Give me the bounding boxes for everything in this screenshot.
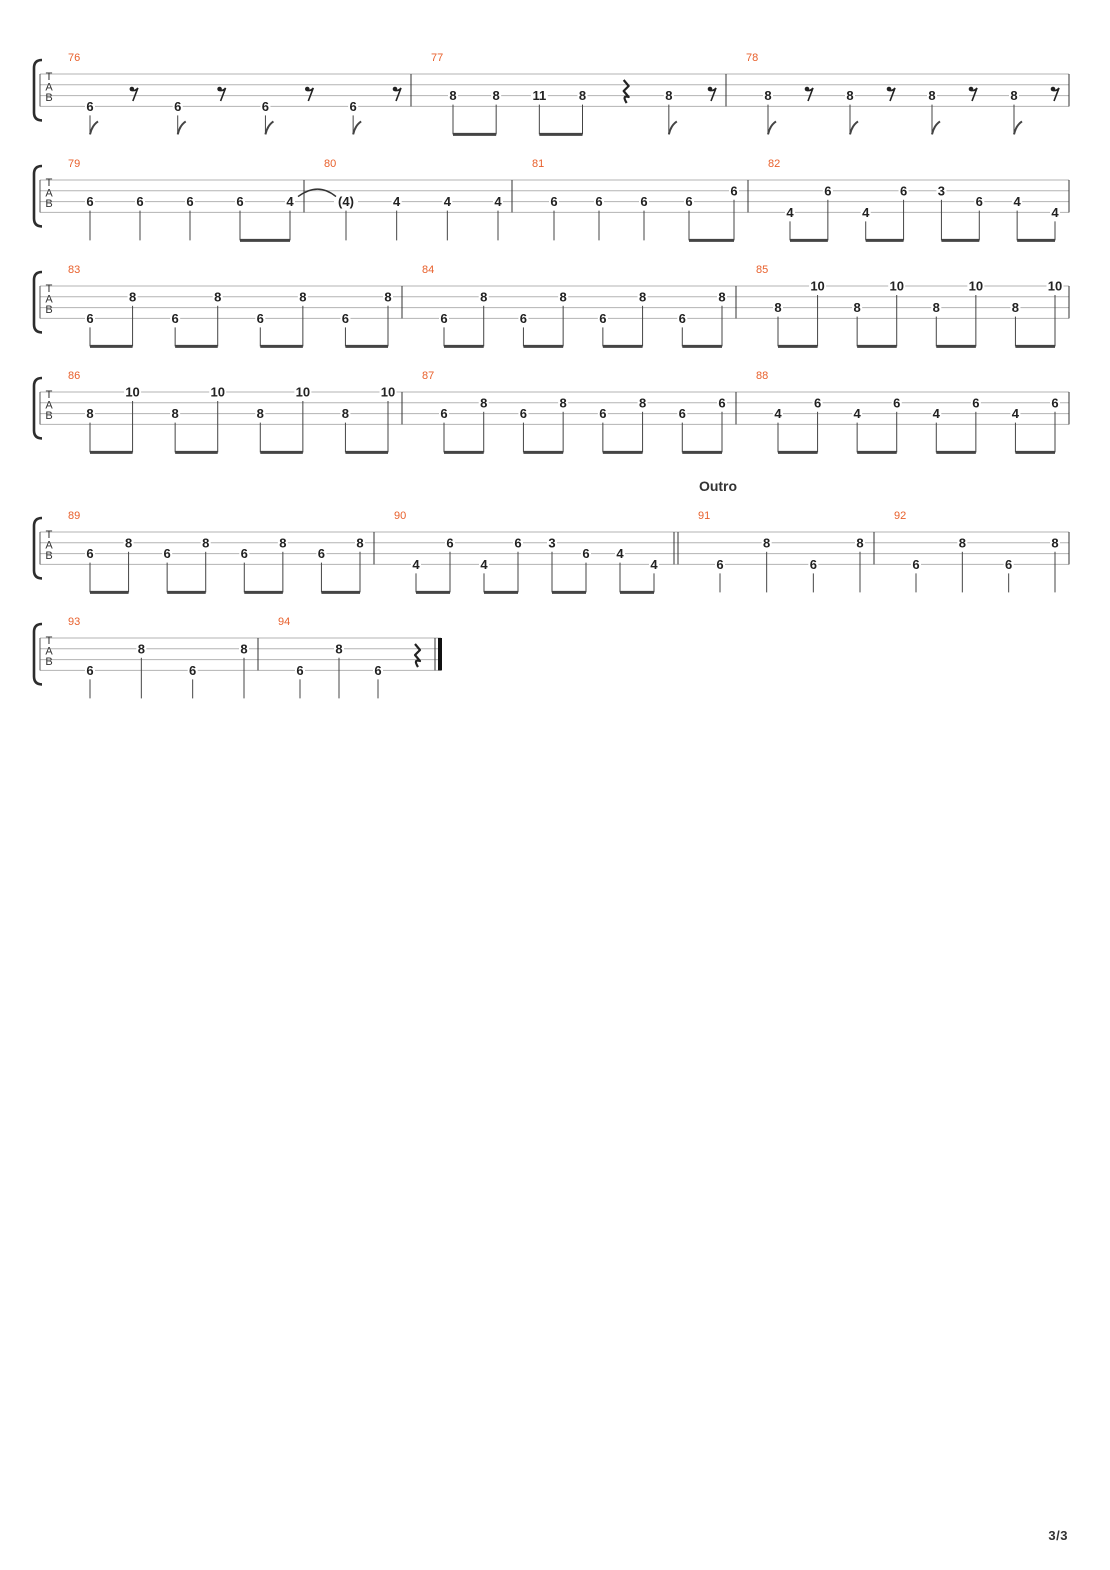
fret-number: 8 <box>846 88 854 104</box>
fret-number: 8 <box>335 641 343 657</box>
fret-number: 6 <box>171 310 179 326</box>
fret-number: 6 <box>236 194 244 210</box>
measure-number: 84 <box>422 264 435 276</box>
measure-number: 90 <box>394 510 407 522</box>
note-flag <box>669 121 677 134</box>
fret-number: 8 <box>480 395 488 411</box>
measure-90 <box>394 510 678 592</box>
fret-number: (4) <box>338 194 354 210</box>
measure-92 <box>894 510 1069 592</box>
fret-number: 8 <box>638 289 647 305</box>
fret-number: 8 <box>932 300 940 316</box>
tab-clef-letter: B <box>45 92 53 104</box>
system-bracket <box>34 624 42 684</box>
system-bracket <box>34 166 42 226</box>
fret-number: 6 <box>678 310 686 326</box>
measure-81 <box>532 158 748 240</box>
measure-85 <box>756 264 1069 346</box>
fret-number: 6 <box>912 556 920 572</box>
fret-number: 6 <box>174 98 182 114</box>
fret-number: 6 <box>519 310 528 326</box>
fret-number: 6 <box>256 310 264 326</box>
fret-number: 10 <box>810 278 825 294</box>
fret-number: 4 <box>443 194 451 210</box>
tab-clef-letter: T <box>45 283 53 295</box>
fret-number: 4 <box>494 194 502 210</box>
fret-number: 8 <box>718 289 726 305</box>
fret-number: 6 <box>599 310 607 326</box>
measure-89 <box>68 510 374 592</box>
tab-clef-letter: B <box>45 410 53 422</box>
fret-number: 10 <box>380 384 396 400</box>
fret-number: 10 <box>295 384 311 400</box>
fret-number: 8 <box>638 395 647 411</box>
eighth-rest <box>393 87 401 101</box>
fret-number: 8 <box>480 289 488 305</box>
tab-system <box>34 478 1069 592</box>
system-bracket <box>34 60 42 120</box>
tab-clef-letter: B <box>45 550 53 562</box>
fret-number: 6 <box>813 395 822 411</box>
measure-76 <box>68 52 411 134</box>
measure-84 <box>422 264 736 346</box>
measure-number: 82 <box>768 158 781 170</box>
measure-number: 87 <box>422 370 435 382</box>
fret-number: 6 <box>809 556 817 572</box>
fret-number: 6 <box>550 194 558 210</box>
tab-system <box>34 616 442 698</box>
fret-number: 4 <box>412 556 420 572</box>
measure-number: 92 <box>894 510 907 522</box>
tab-clef-letter: A <box>45 539 53 552</box>
fret-number: 6 <box>163 546 171 562</box>
fret-number: 6 <box>1051 395 1059 411</box>
fret-number: 6 <box>972 395 980 411</box>
measure-number: 88 <box>756 370 769 382</box>
measure-number: 94 <box>278 616 291 628</box>
fret-number: 8 <box>279 535 287 551</box>
fret-number: 8 <box>124 535 133 551</box>
quarter-rest <box>415 644 420 667</box>
fret-number: 10 <box>968 278 984 294</box>
fret-number: 6 <box>640 194 648 210</box>
measure-91 <box>698 478 874 592</box>
fret-number: 6 <box>86 546 94 562</box>
fret-number: 6 <box>186 194 194 210</box>
fret-number: 4 <box>616 546 624 562</box>
fret-number: 6 <box>86 662 94 678</box>
fret-number: 8 <box>384 289 392 305</box>
measure-number: 80 <box>324 158 337 170</box>
fret-number: 8 <box>764 88 772 104</box>
fret-number: 11 <box>532 88 547 104</box>
fret-number: 8 <box>1011 300 1020 316</box>
fret-number: 6 <box>86 194 94 210</box>
note-flag <box>1014 121 1022 134</box>
fret-number: 8 <box>958 535 966 551</box>
fret-number: 8 <box>559 395 567 411</box>
tab-clef-letter: A <box>45 81 53 94</box>
eighth-rest <box>305 87 313 101</box>
fret-number: 6 <box>685 194 693 210</box>
fret-number: 10 <box>210 384 225 400</box>
measure-number: 91 <box>698 510 711 522</box>
system-bracket <box>34 272 42 332</box>
fret-number: 6 <box>599 406 607 422</box>
fret-number: 6 <box>440 406 448 422</box>
measure-93 <box>68 616 258 698</box>
fret-number: 4 <box>1051 204 1059 220</box>
fret-number: 8 <box>492 88 500 104</box>
eighth-rest <box>708 87 716 101</box>
fret-number: 6 <box>240 546 248 562</box>
fret-number: 6 <box>899 183 908 199</box>
measure-82 <box>768 158 1069 240</box>
note-flag <box>90 121 98 134</box>
measure-79 <box>68 158 304 240</box>
fret-number: 6 <box>261 98 270 114</box>
fret-number: 4 <box>932 406 940 422</box>
measure-77 <box>431 52 726 134</box>
fret-number: 4 <box>853 406 861 422</box>
tab-clef-letter: A <box>45 645 53 658</box>
fret-number: 10 <box>125 384 140 400</box>
fret-number: 10 <box>889 278 904 294</box>
measure-78 <box>746 52 1069 134</box>
fret-number: 6 <box>296 662 304 678</box>
fret-number: 6 <box>136 194 144 210</box>
tab-clef-letter: A <box>45 187 53 200</box>
section-label: Outro <box>698 478 738 494</box>
fret-number: 6 <box>317 546 326 562</box>
fret-number: 6 <box>86 98 94 114</box>
eighth-rest <box>805 87 813 101</box>
measure-number: 77 <box>431 52 444 64</box>
tab-clef-letter: T <box>45 529 53 541</box>
fret-number: 4 <box>1013 194 1021 210</box>
fret-number: 6 <box>86 310 94 326</box>
note-flag <box>353 121 361 134</box>
fret-number: 8 <box>1051 535 1059 551</box>
fret-number: 8 <box>665 88 673 104</box>
fret-number: 8 <box>86 406 94 422</box>
fret-number: 6 <box>341 310 350 326</box>
fret-number: 4 <box>862 204 870 220</box>
fret-number: 6 <box>678 406 686 422</box>
fret-number: 10 <box>1047 278 1063 294</box>
fret-number: 4 <box>1011 406 1020 422</box>
measure-83 <box>68 264 402 346</box>
fret-number: 6 <box>582 546 590 562</box>
fret-number: 8 <box>356 535 364 551</box>
measure-94 <box>278 616 442 698</box>
tab-clef-letter: T <box>45 635 53 647</box>
fret-number: 6 <box>440 310 448 326</box>
page-number: 3/3 <box>1048 1528 1068 1543</box>
fret-number: 8 <box>763 535 771 551</box>
measure-number: 89 <box>68 510 81 522</box>
fret-number: 4 <box>774 406 782 422</box>
note-flag <box>932 121 940 134</box>
tab-clef-letter: T <box>45 71 53 83</box>
fret-number: 4 <box>786 204 794 220</box>
fret-number: 8 <box>171 406 179 422</box>
fret-number: 6 <box>514 535 522 551</box>
fret-number: 8 <box>299 289 307 305</box>
fret-number: 8 <box>256 406 264 422</box>
system-bracket <box>34 378 42 438</box>
eighth-rest <box>1051 87 1059 101</box>
fret-number: 8 <box>559 289 567 305</box>
fret-number: 6 <box>824 183 832 199</box>
measure-number: 93 <box>68 616 81 628</box>
tab-system <box>34 370 1069 452</box>
fret-number: 8 <box>137 641 145 657</box>
tab-system <box>34 264 1069 346</box>
fret-number: 4 <box>393 194 401 210</box>
tab-clef-letter: B <box>45 656 53 668</box>
measure-87 <box>422 370 736 452</box>
system-bracket <box>34 518 42 578</box>
tab-clef-letter: B <box>45 304 53 316</box>
fret-number: 6 <box>446 535 454 551</box>
tab-clef-letter: T <box>45 389 53 401</box>
measure-number: 81 <box>532 158 545 170</box>
fret-number: 6 <box>1005 556 1013 572</box>
fret-number: 6 <box>893 395 901 411</box>
note-flag <box>178 121 186 134</box>
fret-number: 8 <box>240 641 248 657</box>
measure-86 <box>68 370 402 452</box>
fret-number: 6 <box>374 662 382 678</box>
fret-number: 8 <box>853 300 861 316</box>
measure-number: 83 <box>68 264 81 276</box>
measure-number: 86 <box>68 370 81 382</box>
fret-number: 6 <box>349 98 357 114</box>
tab-system <box>34 158 1069 240</box>
eighth-rest <box>969 87 977 101</box>
fret-number: 8 <box>578 88 587 104</box>
fret-number: 8 <box>1010 88 1018 104</box>
fret-number: 6 <box>519 406 528 422</box>
eighth-rest <box>887 87 895 101</box>
fret-number: 6 <box>975 194 983 210</box>
final-barline-thick <box>438 638 442 670</box>
eighth-rest <box>217 87 225 101</box>
fret-number: 8 <box>774 300 782 316</box>
measure-number: 79 <box>68 158 81 170</box>
fret-number: 6 <box>718 395 726 411</box>
tab-clef-letter: T <box>45 177 53 189</box>
fret-number: 8 <box>856 535 864 551</box>
fret-number: 8 <box>449 88 457 104</box>
fret-number: 8 <box>128 289 137 305</box>
fret-number: 4 <box>480 556 488 572</box>
fret-number: 4 <box>286 194 294 210</box>
note-flag <box>265 121 273 134</box>
tab-system <box>34 52 1069 134</box>
measure-number: 78 <box>746 52 759 64</box>
fret-number: 6 <box>730 183 738 199</box>
quarter-rest <box>624 80 629 103</box>
fret-number: 6 <box>716 556 724 572</box>
eighth-rest <box>130 87 138 101</box>
tab-clef-letter: A <box>45 293 53 306</box>
fret-number: 3 <box>548 535 556 551</box>
fret-number: 8 <box>202 535 210 551</box>
measure-number: 76 <box>68 52 81 64</box>
measure-80 <box>298 158 512 240</box>
fret-number: 4 <box>650 556 658 572</box>
tab-clef-letter: A <box>45 399 53 412</box>
fret-number: 8 <box>214 289 222 305</box>
fret-number: 6 <box>189 662 197 678</box>
fret-number: 6 <box>595 194 603 210</box>
measure-number: 85 <box>756 264 769 276</box>
fret-number: 8 <box>928 88 936 104</box>
fret-number: 8 <box>341 406 350 422</box>
note-flag <box>850 121 858 134</box>
measure-88 <box>756 370 1069 452</box>
tab-clef-letter: B <box>45 198 53 210</box>
note-flag <box>768 121 776 134</box>
fret-number: 3 <box>937 183 946 199</box>
